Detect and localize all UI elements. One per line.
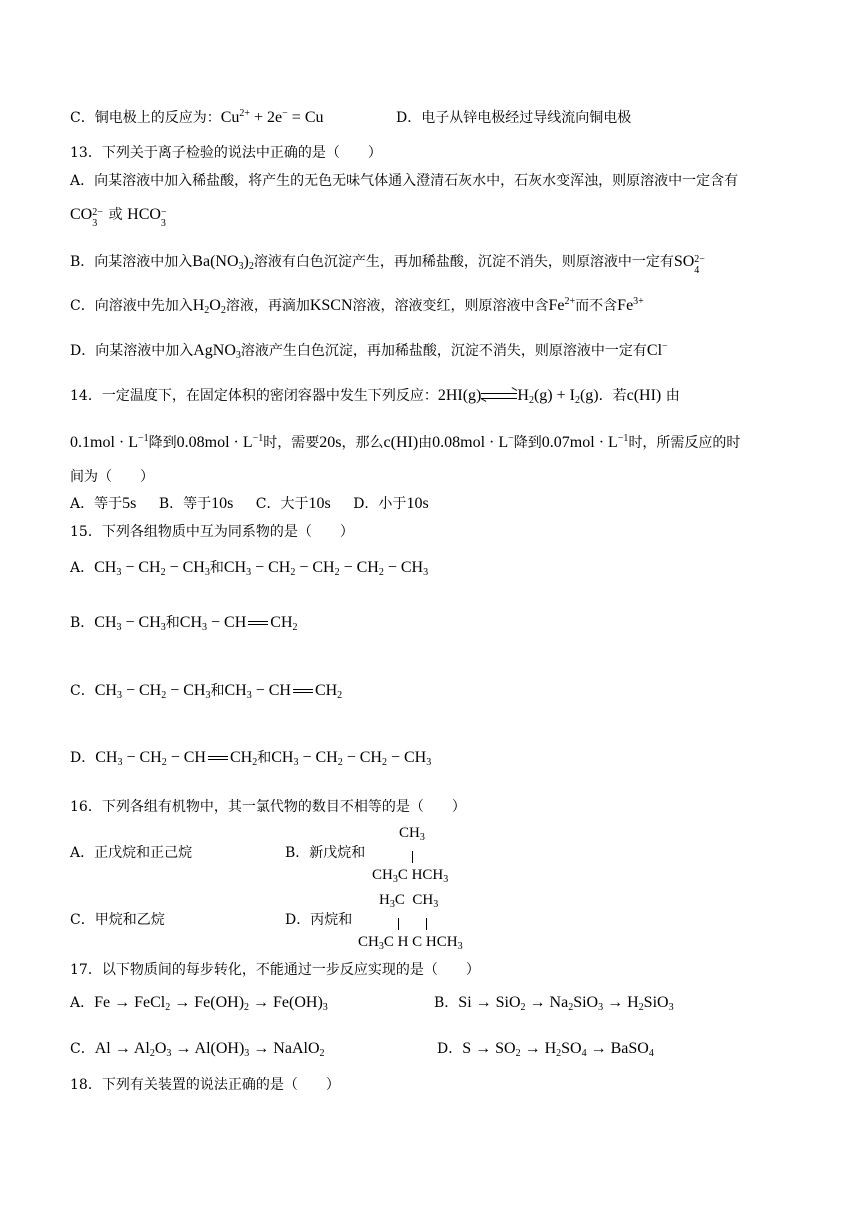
- q17-stem: 17．以下物质间的每步转化，不能通过一步反应实现的是（ ）: [70, 962, 480, 978]
- carbonate-formula: CO 2− 3: [70, 206, 103, 230]
- double-bond-icon: [248, 621, 268, 625]
- hydrogen-peroxide-formula: $H_2O_2$: [192, 297, 226, 316]
- q14-stem-line3: 间为（ ）: [70, 469, 154, 485]
- q15-option-c: C．$CH_3 - CH_2 - CH_3$和$CH_3$ − CH $CH_2$: [70, 682, 343, 701]
- q13-option-a-line1: A．向某溶液中加入稀盐酸，将产生的无色无味气体通入澄清石灰水中，石灰水变浑浊，则原溶液中一定含有: [70, 173, 739, 189]
- fe3-formula: $Fe^{3+}$: [617, 296, 644, 314]
- q14-option-b: B．等于10s: [158, 495, 234, 512]
- barium-nitrate-formula: $Ba(NO_3)_2$: [192, 253, 254, 272]
- q14-option-a: A．等于5s: [70, 495, 137, 512]
- q13-option-a-line2: CO 2− 3 或 HCO − 3: [70, 205, 173, 225]
- bond-line: [426, 918, 427, 930]
- q12-c-label: C．铜电极上的反应为：: [70, 110, 221, 126]
- q14-option-c: C．大于10s: [255, 495, 331, 512]
- kscn-formula: KSCN: [309, 297, 353, 314]
- q17-option-c: C．$Al \to Al_2O_3 \to Al(OH)_3$ → NaAlO$_2$: [70, 1040, 325, 1059]
- q15-option-b: B．$CH_3 - CH_3$和$CH_3$ − CH $CH_2$: [70, 614, 298, 633]
- q15-option-d: D．$CH_3 - CH_2$ − CH $CH_2$和$CH_3 - CH_2 - CH_2 - CH_3$: [70, 749, 432, 768]
- sulfate-formula: SO 2− 4: [673, 253, 705, 277]
- q14-option-d: D．小于10s: [353, 495, 429, 512]
- bond-line: [398, 918, 399, 930]
- q16-d-structure-top: $H_3C$ $CH_3$: [379, 892, 439, 910]
- q16-option-b-label: B．新戊烷和: [285, 845, 366, 861]
- q16-stem: 16．下列各组有机物中，其一氯代物的数目不相等的是（ ）: [70, 799, 466, 815]
- double-bond-icon: [208, 756, 228, 760]
- fe2-formula: $Fe^{2+}$: [548, 296, 576, 314]
- q16-d-structure-main: $CH_3C$ H C $HCH_3$: [358, 934, 463, 952]
- q13-option-c: C．向溶液中先加入$H_2O_2$溶液，再滴加KSCN溶液，溶液变红，则原溶液中含$Fe^{2+}$而不含$Fe^{3+}$: [70, 296, 644, 316]
- q13-option-d: D．向某溶液中加入AgNO$_3$溶液产生白色沉淀，再加稀盐酸，沉淀不消失，则原溶液中一定有Cl−: [70, 341, 668, 361]
- q12-option-d: D．电子从锌电极经过导线流向铜电极: [396, 110, 632, 126]
- q16-option-d-label: D．丙烷和: [285, 912, 353, 928]
- bond-line: [412, 851, 413, 863]
- q16-option-a: A．正戊烷和正己烷: [70, 845, 193, 861]
- q15-stem: 15．下列各组物质中互为同系物的是（ ）: [70, 524, 354, 540]
- equilibrium-arrow-icon: [481, 390, 517, 402]
- q14-equation: 2HI(g) $H_2(g) + I_2(g)$: [437, 387, 599, 406]
- q17-option-a: A．Fe → FeCl$_2$ → $Fe(OH)_2 \to Fe(OH)_3$: [70, 994, 328, 1013]
- q15-option-a: A．$CH_3 - CH_2 - CH_3$和$CH_3 - CH_2 - CH_2 - CH_2 - CH_3$: [70, 559, 429, 578]
- q17-option-d: D．$S \to SO_2 \to H_2SO_4$ → BaSO$_4$: [437, 1040, 654, 1059]
- q16-option-c: C．甲烷和乙烷: [70, 912, 165, 928]
- q14-options: [70, 494, 429, 514]
- silver-nitrate-formula: AgNO$_3$: [193, 342, 241, 361]
- q13-stem: 13．下列关于离子检验的说法中正确的是（ ）: [70, 145, 382, 161]
- q14-stem-line2: $0.1mol \cdot L^{-1}$降到$0.08mol \cdot L^{-1}$时，需要20s，那么c(HI)由0.08mol · L−降到$0.07mol \cdot L^{-1}$时，所需反应的时: [70, 433, 741, 451]
- q16-b-structure-top: $CH_3$: [399, 825, 425, 843]
- q16-b-structure-main: $CH_3C$ $HCH_3$: [372, 867, 449, 885]
- chloride-formula: Cl−: [646, 341, 668, 359]
- q12-c-formula: $Cu^{2+} + 2e^- = Cu$: [220, 108, 324, 126]
- q18-stem: 18．下列有关装置的说法正确的是（ ）: [70, 1077, 340, 1093]
- q17-option-b: B．$Si \to SiO_2 \to Na_2SiO_3 \to H_2SiO_3$: [434, 994, 674, 1013]
- bicarbonate-formula: HCO − 3: [127, 206, 167, 230]
- double-bond-icon: [293, 689, 313, 693]
- q14-stem: 14．一定温度下，在固定体积的密闭容器中发生下列反应：2HI(g) $H_2(g) + I_2(g)$．若c(HI) 由: [70, 387, 680, 406]
- q13-option-b: B．向某溶液中加入$Ba(NO_3)_2$溶液有白色沉淀产生，再加稀盐酸，沉淀不消失，则原溶液中一定有SO 2− 4: [70, 253, 705, 277]
- q12-option-c: [70, 108, 324, 128]
